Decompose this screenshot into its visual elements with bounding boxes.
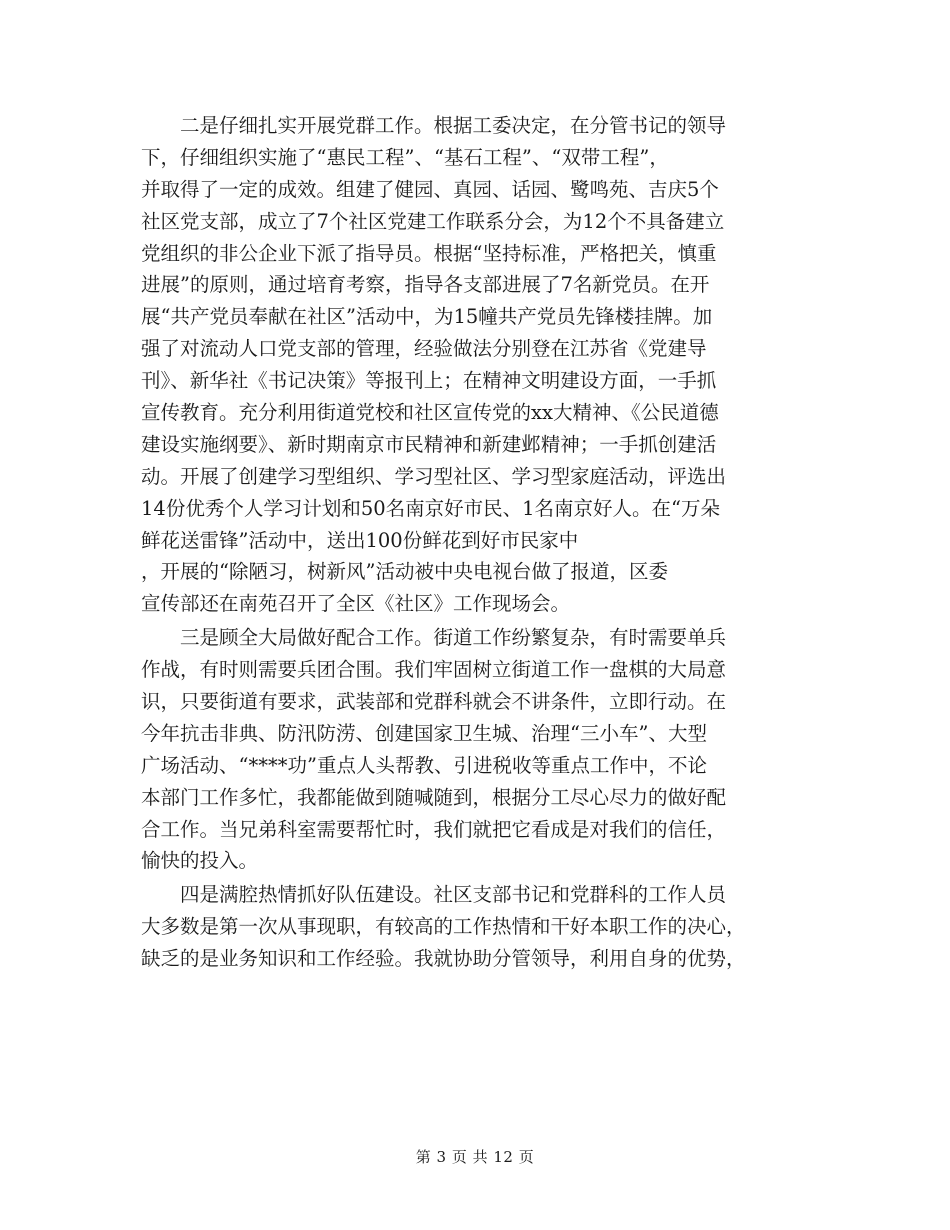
text-line: 合工作。当兄弟科室需要帮忙时，我们就把它看成是对我们的信任， — [141, 817, 727, 841]
text-line: ，开展的“除陋习，树新风”活动被中央电视台做了报道，区委 — [141, 560, 668, 584]
text-line: 展“共产党员奉献在社区”活动中，为15幢共产党员先锋楼挂牌。加 — [141, 305, 713, 329]
text-line: 缺乏的是业务知识和工作经验。我就协助分管领导，利用自身的优势， — [141, 947, 746, 971]
body-text — [141, 110, 821, 975]
text-line: 14份优秀个人学习计划和50名南京好市民、1名南京好人。在“万朵 — [141, 496, 721, 520]
text-line: 今年抗击非典、防汛防涝、创建国家卫生城、治理“三小车”、大型 — [141, 721, 707, 745]
text-line: 三是顾全大局做好配合工作。街道工作纷繁复杂，有时需要单兵 — [141, 626, 727, 650]
text-line: 动。开展了创建学习型组织、学习型社区、学习型家庭活动，评选出 — [141, 464, 727, 488]
text-line: 党组织的非公企业下派了指导员。根据“坚持标准，严格把关，慎重 — [141, 241, 717, 265]
text-line: 建设实施纲要》、新时期南京市民精神和新建邺精神；一手抓创建活 — [141, 432, 717, 456]
page-footer: 第 3 页 共 12 页 — [415, 1148, 535, 1166]
text-line: 愉快的投入。 — [141, 849, 259, 873]
text-line: 宣传教育。充分利用街道党校和社区宣传党的xx大精神、《公民道德 — [141, 401, 719, 425]
text-line: 进展”的原则，通过培育考察，指导各支部进展了7名新党员。在开 — [141, 273, 710, 297]
text-line: 强了对流动人口党支部的管理，经验做法分别登在江苏省《党建导 — [141, 337, 707, 361]
text-line: 识，只要街道有要求，武装部和党群科就会不讲条件，立即行动。在 — [141, 690, 727, 714]
text-line: 大多数是第一次从事现职，有较高的工作热情和干好本职工作的决心， — [141, 915, 746, 939]
text-line: 刊》、新华社《书记决策》等报刊上；在精神文明建设方面，一手抓 — [141, 369, 717, 393]
text-line: 本部门工作多忙，我都能做到随喊随到，根据分工尽心尽力的做好配 — [141, 785, 727, 809]
text-line: 宣传部还在南苑召开了全区《社区》工作现场会。 — [141, 592, 571, 616]
text-line: 作战，有时则需要兵团合围。我们牢固树立街道工作一盘棋的大局意 — [141, 658, 727, 682]
text-line: 鲜花送雷锋”活动中，送出100份鲜花到好市民家中 — [141, 528, 579, 552]
text-line: 四是满腔热情抓好队伍建设。社区支部书记和党群科的工作人员 — [141, 883, 727, 907]
text-line: 并取得了一定的成效。组建了健园、真园、话园、鹭鸣苑、吉庆5个 — [141, 177, 719, 201]
text-line: 二是仔细扎实开展党群工作。根据工委决定，在分管书记的领导 — [141, 114, 727, 137]
text-line: 广场活动、“****功”重点人头帮教、引进税收等重点工作中，不论 — [141, 753, 707, 777]
text-line: 社区党支部，成立了7个社区党建工作联系分会，为12个不具备建立 — [141, 209, 725, 233]
text-line: 下，仔细组织实施了“惠民工程”、“基石工程”、“双带工程”， — [141, 145, 669, 169]
